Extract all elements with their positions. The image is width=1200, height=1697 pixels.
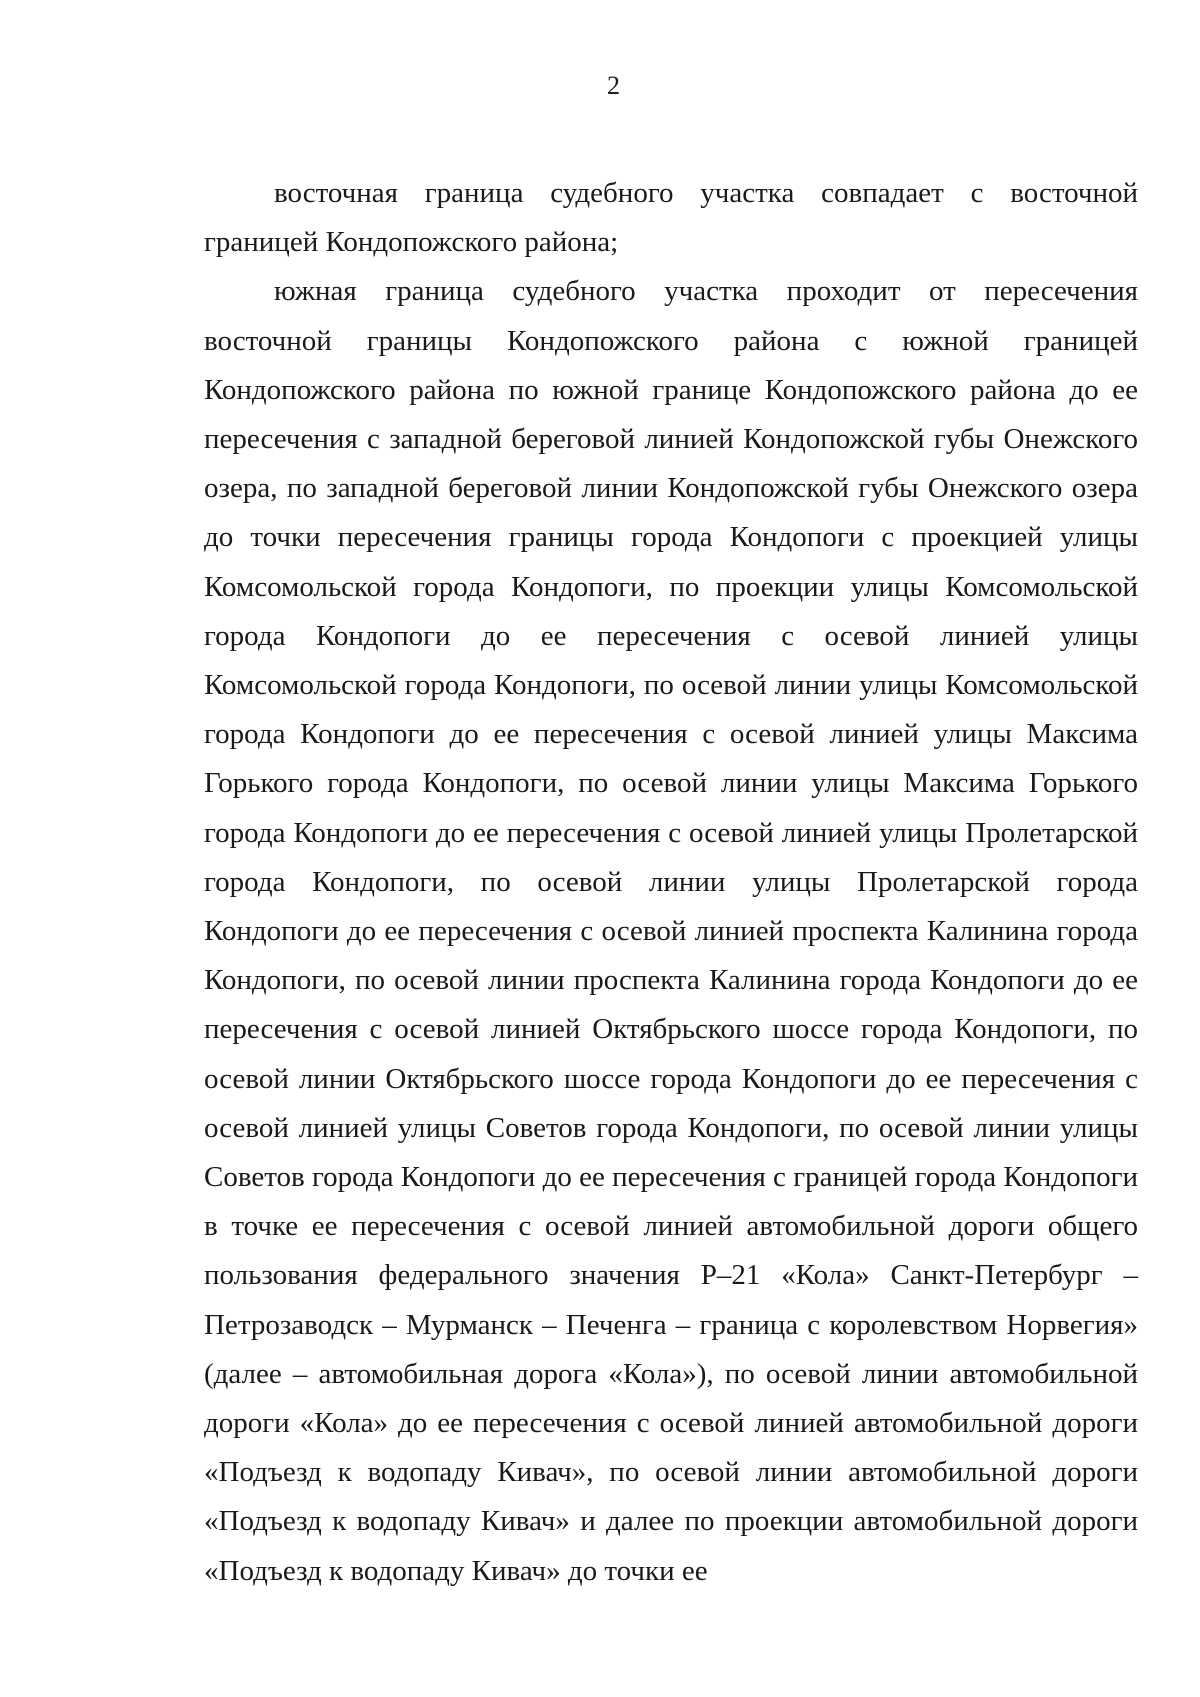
document-body [204,169,1138,1596]
paragraph-south-boundary: южная граница судебного участка проходит от пересечения восточной границы Кондопожского района с южной границей Кондопожского района по южной границе Кондопожского района до ее пересечения с западной береговой линией Кондопожской губы Онежского озера, по западной береговой линии Кондопожской губы Онежского озера до точки пересечения границы города Кондопоги с проекцией улицы Комсомольской города Кондопоги, по проекции улицы Комсомольской города Кондопоги до ее пересечения с осевой линией улицы Комсомольской города Кондопоги, по осевой линии улицы Комсомольской города Кондопоги до ее пересечения с осевой линией улицы Максима Горького города Кондопоги, по осевой линии улицы Максима Горького города Кондопоги до ее пересечения с осевой линией улицы Пролетарской города Кондопоги, по осевой линии улицы Пролетарской города Кондопоги до ее пересечения с осевой линией проспекта Калинина города Кондопоги, по осевой линии проспекта Калинина города Кондопоги до ее пересечения с осевой линией Октябрьского шоссе города Кондопоги, по осевой линии Октябрьского шоссе города Кондопоги до ее пересечения с осевой линией улицы Советов города Кондопоги, по осевой линии улицы Советов города Кондопоги до ее пересечения с границей города Кондопоги в точке ее пересечения с осевой линией автомобильной дороги общего пользования федерального значения Р–21 «Кола» Санкт-Петербург – Петрозаводск – Мурманск – Печенга – граница с королевством Норвегия» (далее – автомобильная дорога «Кола»), по осевой линии автомобильной дороги «Кола» до ее пересечения с осевой линией автомобильной дороги «Подъезд к водопаду Кивач», по осевой линии автомобильной дороги «Подъезд к водопаду Кивач» и далее по проекции автомобильной дороги «Подъезд к водопаду Кивач» до точки ее [204,275,1138,1587]
paragraph-east-boundary: восточная граница судебного участка совпадает с восточной границей Кондопожского района; [204,177,1138,259]
page-number: 2 [607,71,620,100]
